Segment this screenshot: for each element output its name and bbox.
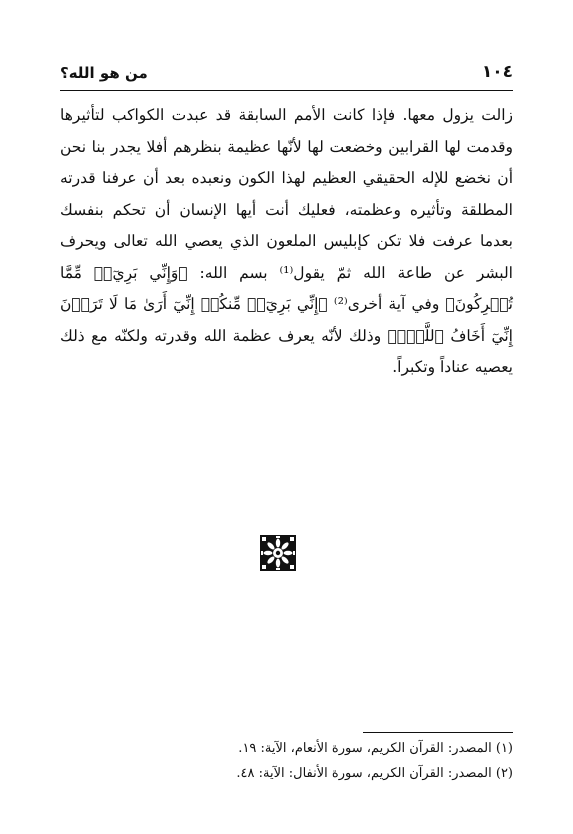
footnote-2: (٢) المصدر: القرآن الكريم، سورة الأنفال: الآية: ٤٨. <box>236 766 513 781</box>
header-rule <box>60 90 513 91</box>
page-header <box>60 62 513 90</box>
footnote-rule <box>363 732 513 733</box>
body-paragraph: زالت يزول معها. فإذا كانت الأمم السابقة قد عبدت الكواكب لتأثيرها وقدمت لها القرابين وخضعت لها لأنّها عظيمة بنظرهم أفلا يجدر بنا نحن أن نخضع للإله الحقيقي العظيم لهذا الكون ونعبده بعد أن عرفنا قدرته المطلقة وتأثيره وعظمته، فعليك أنت أيها الإنسان أن تحكم بنفسك بعدما عرفت فلا تكن كإبليس الملعون الذي يعصي الله تعالى ويحرف البشر عن طاعة الله ثمّ يقول⁽¹⁾ بسم الله: ﴿وَإِنِّي بَرِيٓءٞ مِّمَّا تُشۡرِكُونَ﴾ وفي آية أخرى⁽²⁾ ﴿إِنِّي بَرِيٓءٞ مِّنكُمۡ إِنِّيٓ أَرَىٰ مَا لَا تَرَوۡنَ إِنِّيٓ أَخَافُ ٱللَّهَۚ﴾ وذلك لأنّه يعرف عظمة الله وقدرته ولكنّه مع ذلك يعصيه عناداً وتكبراً. <box>60 106 513 376</box>
footnotes <box>60 736 513 786</box>
running-title: من هو الله؟ <box>60 64 148 82</box>
body-text <box>60 100 513 384</box>
footnote-1: (١) المصدر: القرآن الكريم، سورة الأنعام، الآية: ١٩. <box>238 741 513 756</box>
ornament-icon <box>260 535 296 571</box>
page-number: ١٠٤ <box>481 62 513 82</box>
